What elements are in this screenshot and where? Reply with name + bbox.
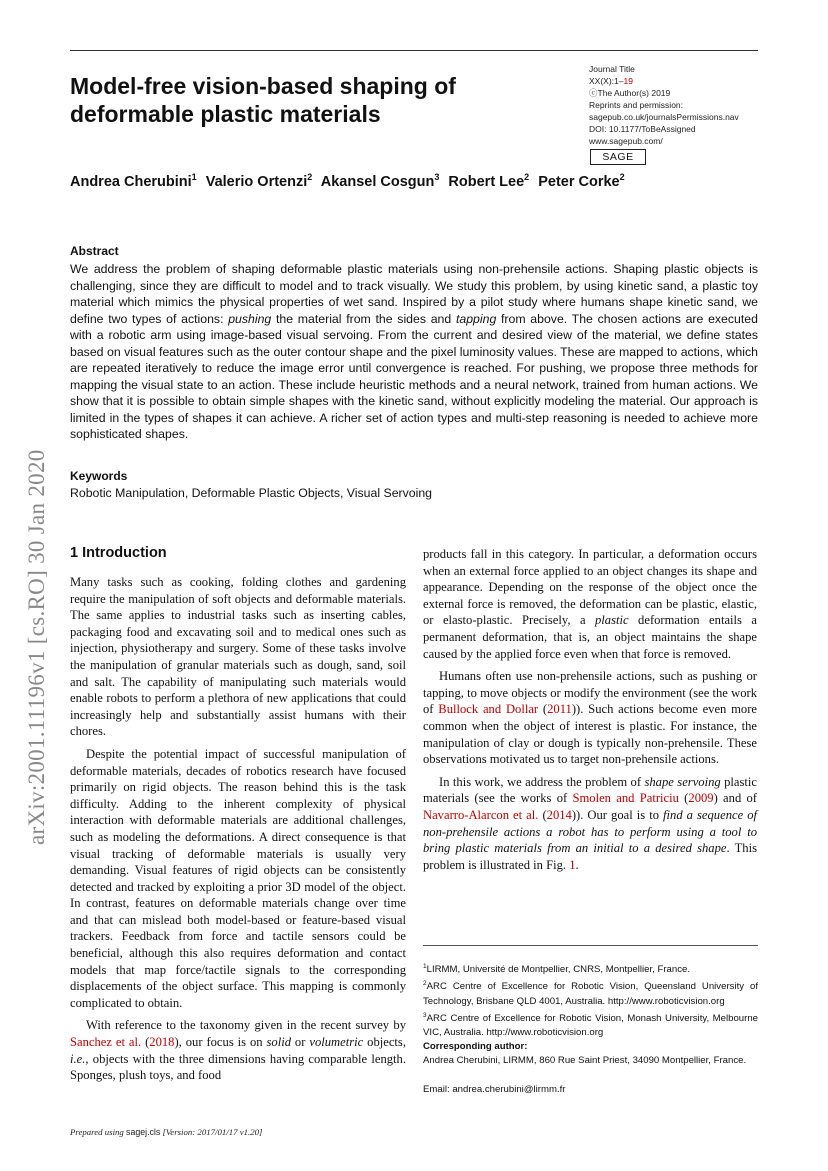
author: Akansel Cosgun$^3$: [320, 172, 440, 190]
journal-reprints: Reprints and permission:: [589, 100, 684, 110]
paragraph-continued: products fall in this category. In particular, a deformation occurs when an external force applied to an object changes its shape and appearance. Depending on the response of the object once the external force is removed, the deformation can be plastic, elastic, or elasto-plastic. Precisely, a plastic deformation entails a permanent deformation, that is, an object maintains the shape caused by the applied force even when that force is removed.: [423, 547, 757, 661]
journal-volume: XX(X):1–19: [589, 76, 633, 86]
citation-link[interactable]: Sanchez et al.: [70, 1035, 142, 1050]
author: Peter Corke$^2$: [538, 172, 625, 190]
affiliation: $^1$LIRMM, Université de Montpellier, CNRS, Montpellier, France.: [423, 963, 691, 976]
citation-year-link[interactable]: 2009: [688, 791, 714, 806]
keywords-text: Robotic Manipulation, Deformable Plastic Objects, Visual Servoing: [70, 486, 433, 500]
section-heading-introduction: 1 Introduction: [70, 545, 167, 561]
paragraph: Despite the potential impact of successful manipulation of deformable materials, decades of robotics research have focused primarily on rigid objects. The reason behind this is the task difficulty. Adding to the inherent complexity of physical interaction with deformable materials are additional challenges, such as modeling the deformations. A direct consequence is that visual tracking of deformable materials is usually very demanding. Visual features of rigid objects can be consistently detected and tracked by exploiting a prior 3D model of the object. In contrast, features on deformable materials change over time and that can mislead both model-based or feature-based visual trackers. Feedback from force and tactile sensors could be beneficial, although this also requires deformation and contact models that map force/tactile signals to the corresponding displacements of the object surface. This mapping is commonly complicated to obtain.: [70, 746, 406, 1010]
journal-doi: DOI: 10.1177/ToBeAssigned: [589, 124, 696, 134]
journal-website: www.sagepub.com/: [589, 136, 663, 146]
citation-year-link[interactable]: 2018: [149, 1035, 175, 1050]
right-column: [423, 546, 757, 879]
paragraph: In this work, we address the problem of shape servoing plastic materials (see the works of Smolen and Patriciu (2009) and of Navarro-Alarcon et al. (2014)). Our goal is to find a sequence of non-prehensile actions a robot has to perform using a tool to bring plastic materials from an initial to a desired shape. This problem is illustrated in Fig. 1.: [423, 774, 758, 872]
arxiv-stamp: arXiv:2001.11196v1 [cs.RO] 30 Jan 2020: [24, 449, 49, 845]
journal-meta: [589, 63, 769, 147]
abstract-heading: Abstract: [70, 244, 119, 258]
paper-title: Model-free vision-based shaping of deformable plastic materials: [70, 73, 456, 127]
keywords-heading: Keywords: [70, 469, 128, 483]
figure-link[interactable]: 1: [569, 857, 576, 872]
top-rule: [70, 50, 758, 51]
journal-permissions-url: sagepub.co.uk/journalsPermissions.nav: [589, 112, 739, 122]
citation-year-link[interactable]: 2011: [547, 702, 572, 717]
paragraph: Many tasks such as cooking, folding clothes and gardening require the manipulation of soft objects and deformable materials. The same applies to industrial tasks such as inserting cables, packaging food and excavating soil and to medical ones such as injection, physiotherapy and surgery. Some of these tasks involve the manipulation of granular materials such as dough, sand, soil and salt. The capability of manipulating such materials would enable robots to perform a plethora of new applications that could increasingly help and substantially assist humans with their chores.: [70, 575, 406, 739]
paragraph: With reference to the taxonomy given in the recent survey by Sanchez et al. (2018), our focus is on solid or volumetric objects, i.e., objects with the three dimensions having comparable length. Sponges, plush toys, and food: [70, 1018, 406, 1083]
affiliation: $^3$ARC Centre of Excellence for Robotic Vision, Monash University, Melbourne VIC, Australia. http://www.roboticvision.org: [423, 1011, 758, 1039]
author: Valerio Ortenzi$^2$: [205, 172, 313, 190]
author: Andrea Cherubini$^1$: [70, 172, 197, 190]
author: Robert Lee$^2$: [448, 172, 530, 190]
citation-year-link[interactable]: 2014: [546, 807, 572, 822]
journal-last-page-link[interactable]: 19: [623, 76, 633, 86]
corresponding-author-heading: Corresponding author:: [423, 1041, 528, 1052]
sage-logo: SAGE: [590, 149, 646, 165]
citation-link[interactable]: Navarro-Alarcon et al.: [423, 807, 539, 822]
left-column: [70, 574, 406, 1090]
affiliation: $^2$ARC Centre of Excellence for Robotic Vision, Queensland University of Technology, Brisbane QLD 4001, Australia. http://www.roboticvision.org: [423, 980, 758, 1007]
paragraph-continuation: products fall in this category. In particular, a deformation occurs when an external force applied to an object changes its shape and appearance. Depending on the response of the object once the external force is removed, the deformation can be plastic, elastic, or elasto-plastic. Precisely, a: [423, 547, 757, 628]
author-list: [70, 172, 770, 190]
page-footer: Prepared using sagej.cls [Version: 2017/01/17 v1.20]: [70, 1127, 263, 1137]
abstract-text: We address the problem of shaping deformable plastic materials using non-prehensile actions. Shaping plastic objects is challenging, since they are difficult to model and to track visually. We study this problem, by using kinetic sand, a plastic toy material which mimics the physical properties of wet sand. Inspired by a pilot study where humans shape kinetic sand, we define two types of actions: pushing the material from the sides and tapping from above. The chosen actions are executed with a robotic arm using image-based visual servoing. From the current and desired view of the material, we define states based on visual features such as the outer contour shape and the pixel luminosity values. These are mapped to actions, which are repeated iteratively to reduce the image error until convergence is reached. For pushing, we propose three methods for mapping the visual state to an action. These include heuristic methods and a neural network, trained from human actions. We show that it is possible to obtain simple shapes with the kinetic sand, without explicitly modeling the material. Our approach is limited in the types of shapes it can achieve. A richer set of action types and multi-step reasoning is needed to achieve more sophisticated shapes.: [70, 262, 758, 441]
paragraph: Humans often use non-prehensile actions, such as pushing or tapping, to move objects or modify the environment (see the work of Bullock and Dollar (2011)). Such actions become even more common when the object of interest is plastic. For instance, the manipulation of clay or dough is typically non-prehensile. These observations motivated us to target non-prehensile actions.: [423, 669, 758, 767]
journal-copyright: ⓒThe Author(s) 2019: [589, 88, 671, 98]
citation-link[interactable]: Bullock and Dollar: [438, 702, 539, 717]
affiliations: [423, 960, 758, 1041]
citation-link[interactable]: Smolen and Patriciu: [572, 791, 679, 806]
footnote-rule: [423, 945, 758, 946]
corresponding-author-address: Andrea Cherubini, LIRMM, 860 Rue Saint Priest, 34090 Montpellier, France.: [423, 1055, 747, 1066]
journal-title: Journal Title: [589, 64, 635, 74]
corresponding-author-email: Email: andrea.cherubini@lirmm.fr: [423, 1084, 566, 1095]
